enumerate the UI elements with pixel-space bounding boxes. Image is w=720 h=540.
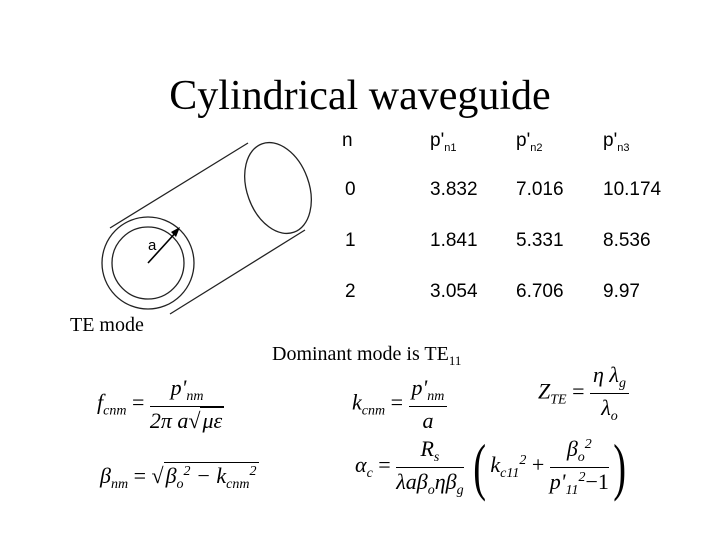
cylinder-top-edge	[110, 143, 248, 228]
slide-title: Cylindrical waveguide	[169, 73, 551, 119]
table-header: n	[342, 130, 353, 151]
table-cell: 6.706	[516, 281, 564, 302]
table-cell: 1.841	[430, 230, 478, 251]
cutoff-wavenumber-equation: $k_{cnm}$ = $\frac{p'_{nm}}{a}$	[352, 375, 447, 434]
table-header: $p'_{n2}$	[516, 130, 543, 154]
table-cell: 3.832	[430, 179, 478, 200]
dominant-mode-note: Dominant mode is $TE_{11}$	[272, 343, 462, 368]
cylinder-diagram	[100, 128, 315, 318]
figure-caption: TE mode	[70, 314, 144, 336]
table-header: $p'_{n3}$	[603, 130, 630, 154]
table-header: $p'_{n1}$	[430, 130, 457, 154]
wave-impedance-equation: $Z_{TE}$ = $\frac{\eta \lambda_g}{\lambda_o}$	[538, 362, 629, 425]
table-cell: 2	[345, 281, 356, 302]
cylinder-back-rim	[233, 133, 315, 243]
radius-label: a	[148, 237, 157, 254]
cutoff-frequency-equation: $f_{cnm}$ = $\frac{p'_{nm}}{\text{2π a√με}}$	[97, 375, 223, 433]
propagation-constant-equation: $\beta_{nm} = √\beta_o^2 - k_{cnm}^2$	[100, 463, 257, 492]
attenuation-equation: $\alpha_c$ = $\frac{R_s}{\lambda a\beta_o\eta\beta_g}$ ( $k_{c11}^2$ + $\frac{\beta_o^2}{p'_{11}^2-1}$ )	[355, 431, 626, 502]
table-cell: 7.016	[516, 179, 564, 200]
table-cell: 8.536	[603, 230, 651, 251]
table-cell: 5.331	[516, 230, 564, 251]
table-cell: 3.054	[430, 281, 478, 302]
table-cell: 1	[345, 230, 356, 251]
table-cell: 9.97	[603, 281, 640, 302]
table-cell: 10.174	[603, 179, 662, 200]
table-cell: 0	[345, 179, 356, 200]
